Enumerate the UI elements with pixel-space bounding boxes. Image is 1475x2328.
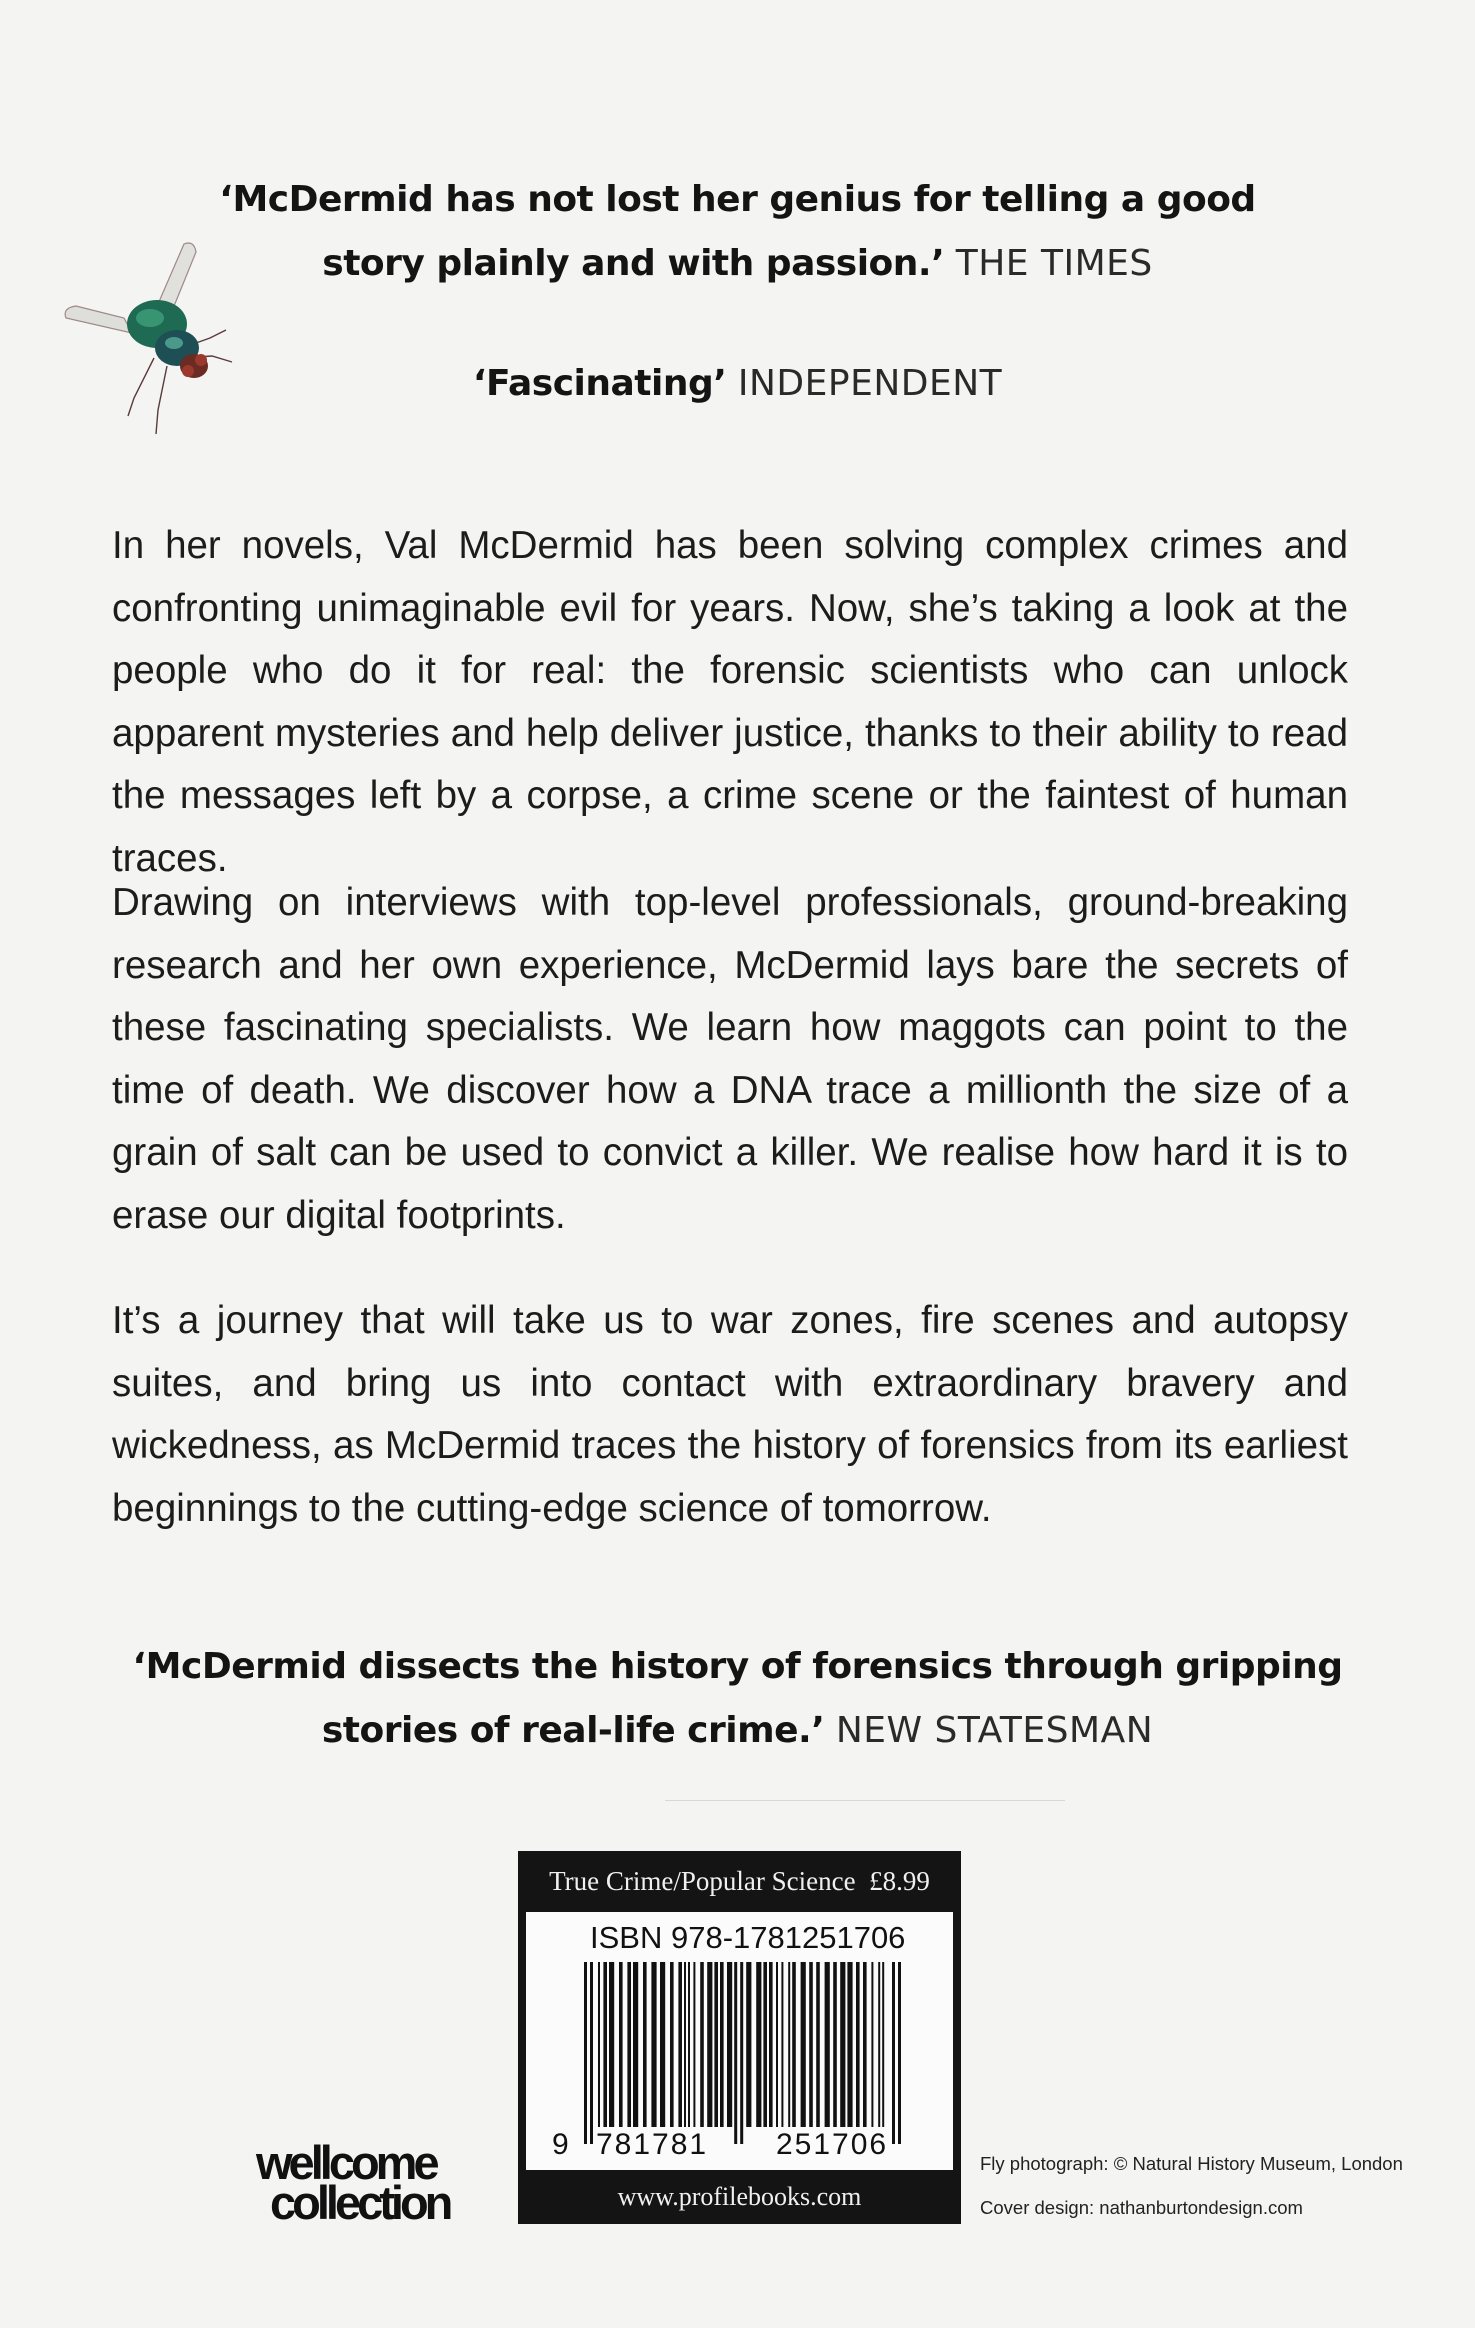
- second-quote: [0, 352, 1475, 416]
- blurb-paragraph-1: In her novels, Val McDermid has been solving complex crimes and confronting unimaginable evil for years. Now, she’s taking a look at the people who do it for real: the forensic scientists who can unlock apparent mysteries and help deliver justice, thanks to their ability to read the messages left by a corpse, a crime scene or the faintest of human traces.: [112, 524, 1348, 880]
- barcode-bar: [714, 1962, 718, 2127]
- barcode-bar: [882, 1962, 884, 2127]
- barcode-digit-group1: 781781: [596, 2128, 709, 2161]
- barcode-bar: [847, 1962, 852, 2127]
- barcode-bar: [833, 1962, 837, 2127]
- barcode-bar: [670, 1962, 674, 2127]
- barcode-bar: [892, 1962, 895, 2144]
- barcode-bar: [627, 1962, 631, 2127]
- barcode-area: [526, 1912, 953, 2170]
- barcode-bar: [898, 1962, 901, 2144]
- top-quote-source: THE TIMES: [955, 243, 1153, 284]
- blurb-paragraph-2: Drawing on interviews with top-level professionals, ground-breaking research and her own experience, McDermid lays bare the secrets of these fascinating specialists. We learn how maggots can point to the time of death. We discover how a DNA trace a millionth the size of a grain of salt can be used to convict a killer. We realise how hard it is to erase our digital footprints.: [112, 881, 1348, 1237]
- barcode-bar: [590, 1962, 593, 2144]
- category-label: True Crime/Popular Science: [549, 1866, 856, 1896]
- barcode-bar: [871, 1962, 873, 2127]
- barcode-bar: [746, 1962, 751, 2127]
- barcode-header: [518, 1851, 961, 1912]
- barcode-bar: [688, 1962, 690, 2127]
- second-quote-source: INDEPENDENT: [737, 363, 1003, 404]
- barcode-bar: [825, 1962, 830, 2127]
- logo-line2: collection: [270, 2176, 450, 2229]
- barcode-bar: [878, 1962, 880, 2127]
- bottom-quote: [0, 1635, 1475, 1763]
- barcode-bar: [707, 1962, 712, 2127]
- second-quote-text: ‘Fascinating’: [472, 363, 727, 404]
- top-quote-line2: story plainly and with passion.’: [322, 243, 945, 284]
- barcode-bar: [584, 1962, 587, 2144]
- barcode-bar: [809, 1962, 813, 2127]
- barcode-bar: [609, 1962, 614, 2127]
- design-credit: Cover design: nathanburtondesign.com: [980, 2197, 1303, 2218]
- fly-wing-left: [65, 306, 132, 333]
- barcode-bar: [776, 1962, 778, 2127]
- logo-line1: wellcome: [256, 2136, 436, 2189]
- barcode-bar: [856, 1962, 860, 2127]
- photo-credit: Fly photograph: © Natural History Museum, London: [980, 2153, 1403, 2174]
- barcode-bar: [769, 1962, 773, 2127]
- barcode-bar: [651, 1962, 656, 2127]
- credits: [980, 2142, 1403, 2230]
- barcode-bar: [792, 1962, 796, 2127]
- bottom-quote-line1: ‘McDermid dissects the history of forensics through gripping: [132, 1646, 1343, 1687]
- barcode-bar: [693, 1962, 695, 2127]
- barcode-bar: [840, 1962, 845, 2127]
- barcode-bar: [801, 1962, 806, 2127]
- barcode-bar: [734, 1962, 737, 2144]
- barcode-bar: [816, 1962, 820, 2127]
- barcode-bar: [633, 1962, 638, 2127]
- barcode-digit-first: 9: [552, 2128, 571, 2161]
- barcode-bar: [788, 1962, 790, 2127]
- top-quote: [0, 168, 1475, 296]
- blurb-paragraph-3: It’s a journey that will take us to war zones, fire scenes and autopsy suites, and bring us into contact with extraordinary bravery and wickedness, as McDermid traces the history of forensics from its earliest beginnings to the cutting-edge science of tomorrow.: [112, 1299, 1348, 1530]
- bottom-quote-source: NEW STATESMAN: [835, 1710, 1154, 1751]
- divider: [665, 1800, 1065, 1801]
- top-quote-line1: ‘McDermid has not lost her genius for telling a good: [219, 179, 1256, 220]
- barcode-digit-group2: 251706: [776, 2128, 889, 2161]
- barcode-bar: [720, 1962, 724, 2127]
- barcode-block: [518, 1851, 961, 2224]
- barcode-bar: [781, 1962, 783, 2127]
- barcode-bar: [619, 1962, 623, 2127]
- publisher-url: www.profilebooks.com: [617, 2182, 862, 2211]
- barcode-bar: [756, 1962, 761, 2127]
- barcode-bar: [660, 1962, 665, 2127]
- wellcome-collection-logo: [256, 2136, 450, 2229]
- barcode-bar: [740, 1962, 743, 2144]
- barcode-bar: [763, 1962, 767, 2127]
- barcode-bar: [700, 1962, 704, 2127]
- barcode-bar: [678, 1962, 682, 2127]
- bottom-quote-line2: stories of real-life crime.’: [321, 1710, 825, 1751]
- isbn-label: ISBN 978-1781251706: [590, 1920, 906, 1955]
- barcode-bar: [603, 1962, 607, 2127]
- barcode-bar: [598, 1962, 600, 2127]
- barcode-bar: [684, 1962, 686, 2127]
- price-label: £8.99: [869, 1866, 930, 1896]
- barcode-bar: [863, 1962, 867, 2127]
- barcode-bar: [643, 1962, 647, 2127]
- barcode-bar: [727, 1962, 732, 2127]
